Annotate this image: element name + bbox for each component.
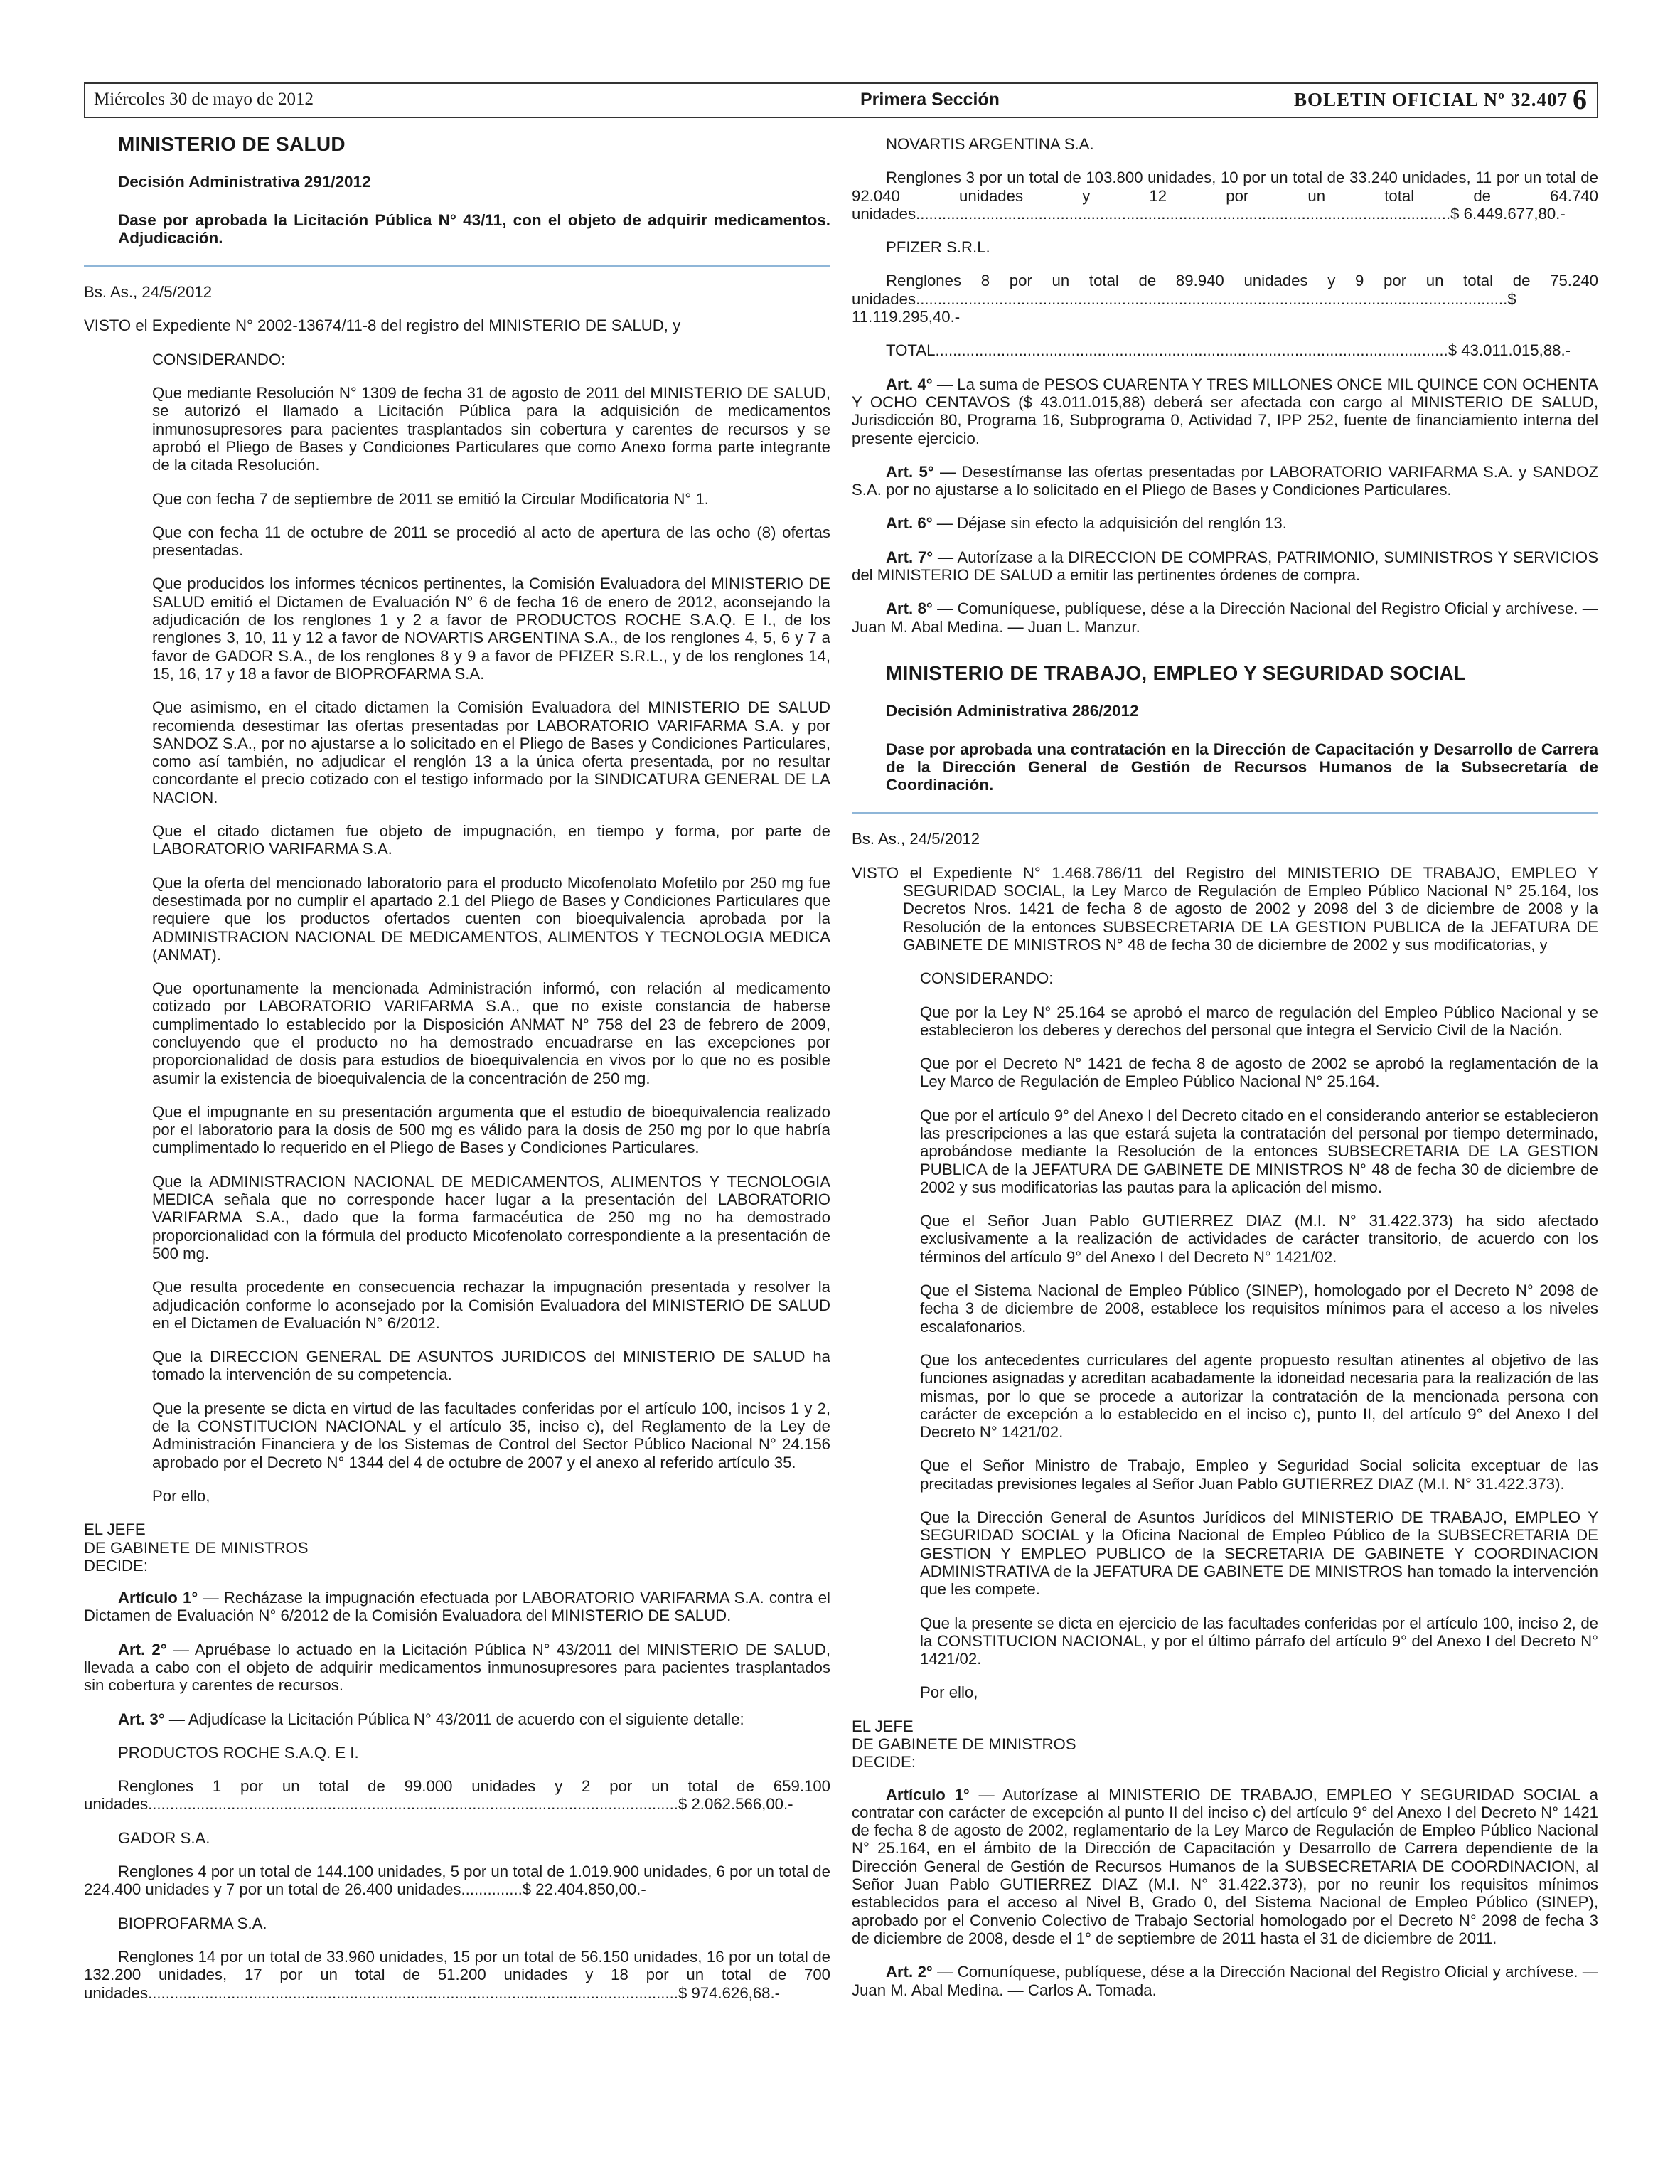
article-label: Art. 7° [886,548,933,566]
place-date: Bs. As., 24/5/2012 [852,830,980,848]
considerando-paragraph: Que la ADMINISTRACION NACIONAL DE MEDICAMENTOS, ALIMENTOS Y TECNOLOGIA MEDICA señala que no corresponde hacer lugar a la presentación del LABORATORIO VARIFARMA S.A., dado que la forma farmacéutica de 250 mg no ha demostrado proporcionalidad con la fórmula del producto Micofenolato correspondiente a la presentación de 500 mg. [152,1172,830,1262]
article-8: Art. 8° — Comuníquese, publíquese, dése a la Dirección Nacional del Registro Oficial y archívese. — Juan M. Abal Medina. — Juan L. Manzur. [852,600,1598,636]
considerando-paragraph: Que los antecedentes curriculares del agente propuesto resultan atinentes al objetivo de las funciones asignadas y acreditan acabadamente la idoneidad necesaria para la realización de las mismas, por lo que se procede a autorizar la contratación de la mencionada persona con carácter de excepción a lo establecido en el inciso c), punto II, del artículo 9° del Anexo I del Decreto N° 1421/02. [920,1351,1598,1442]
considerando-paragraph: Que por el Decreto N° 1421 de fecha 8 de agosto de 2002 se aprobó la reglamentación de la Ley Marco de Regulación de Empleo Público Nacional N° 25.164. [920,1055,1598,1091]
decision-summary: Dase por aprobada la Licitación Pública N° 43/11, con el objeto de adquirir medicamentos. Adjudicación. [118,211,830,247]
vendor-name: GADOR S.A. [118,1828,210,1847]
considerando-paragraph: Que por el artículo 9° del Anexo I del Decreto citado en el considerando anterior se establecieron las prescripciones a las que estará sujeta la contratación del personal por tiempo determinado, aprobándose mediante la Resolución de la entonces SUBSECRETARIA DE LA GESTION PUBLICA de la JEFATURA DE GABINETE DE MINISTROS N° 48 de fecha 30 de diciembre de 2002 y sus modificatorias las pautas para la aplicación del mismo. [920,1106,1598,1196]
decide-line: EL JEFE [84,1520,146,1539]
article-label: Artículo 1° [118,1589,198,1607]
considerando-paragraph: Que el citado dictamen fue objeto de impugnación, en tiempo y forma, por parte de LABORATORIO VARIFARMA S.A. [152,822,830,858]
visto-paragraph: VISTO el Expediente N° 1.468.786/11 del Registro del MINISTERIO DE TRABAJO, EMPLEO Y SEGURIDAD SOCIAL, la Ley Marco de Regulación de Empleo Público Nacional N° 25.164, los Decretos Nros. 1421 de fecha 8 de agosto de 2002 y 2098 del 3 de diciembre de 2008 y la Resolución de la entonces SUBSECRETARIA DE LA GESTION PUBLICA de la JEFATURA DE GABINETE DE MINISTROS N° 48 de fecha 30 de diciembre de 2002 y sus modificatorias, y [852,863,1598,954]
page-number: 6 [1573,83,1587,115]
considerando-paragraph: Que resulta procedente en consecuencia rechazar la impugnación presentada y resolver la adjudicación conforme lo aconsejado por la Comisión Evaluadora del MINISTERIO DE SALUD en el Dictamen de Evaluación N° 6/2012. [152,1278,830,1332]
considerando-paragraph: Que el Señor Juan Pablo GUTIERREZ DIAZ (M.I. N° 31.422.373) ha sido afectado exclusivamente a la realización de actividades de carácter transitorio, de acuerdo con los términos del artículo 9° del Anexo I del Decreto N° 1421/02. [920,1212,1598,1266]
por-ello: Por ello, [152,1486,210,1505]
decide-line: DECIDE: [84,1556,148,1575]
vendor-name: NOVARTIS ARGENTINA S.A. [886,135,1094,153]
header-section: Primera Sección [860,90,1000,110]
article-6: Art. 6° — Déjase sin efecto la adquisición del renglón 13. [886,514,1287,533]
right-column [852,135,1598,2015]
considerando-label: CONSIDERANDO: [152,350,286,368]
decide-line: DECIDE: [852,1753,916,1772]
total-line: TOTAL.....................................................................................................................$ 43.011.015,88.- [886,341,1571,360]
decide-line: DE GABINETE DE MINISTROS [852,1735,1076,1753]
considerando-paragraph: Que con fecha 11 de octubre de 2011 se procedió al acto de apertura de las ocho (8) ofertas presentadas. [152,523,830,560]
considerando-paragraph: Que mediante Resolución N° 1309 de fecha 31 de agosto de 2011 del MINISTERIO DE SALUD, se autorizó el llamado a Licitación Pública para la adquisición de medicamentos inmunosupresores para pacientes trasplantados sin cobertura y carentes de recursos y se aprobó el Pliego de Bases y Condiciones Particulares que como Anexo forma parte integrante de la citada Resolución. [152,384,830,474]
considerando-paragraph: Que asimismo, en el citado dictamen la Comisión Evaluadora del MINISTERIO DE SALUD recomienda desestimar las ofertas presentadas por LABORATORIO VARIFARMA S.A. y por SANDOZ S.A., por no ajustarse a lo solicitado en el Pliego de Bases y Condiciones Particulares, como así también, no adjudicar el renglón 13 a la única oferta presentada, por no resultar concordante el precio cotizado con el testigo informado por la SINDICATURA GENERAL DE LA NACION. [152,698,830,806]
considerando-paragraph: Que por la Ley N° 25.164 se aprobó el marco de regulación del Empleo Público Nacional y se establecieron los deberes y derechos del personal que integra el Servicio Civil de la Nación. [920,1003,1598,1039]
decide-line: EL JEFE [852,1717,914,1735]
considerando-paragraph: Que la oferta del mencionado laboratorio para el producto Micofenolato Mofetilo por 250 mg fue desestimada por no cumplir el apartado 2.1 del Pliego de Bases y Condiciones Particulares que requiere que los productos ofertados cuenten con bioequivalencia aprobada por la ADMINISTRACION NACIONAL DE MEDICAMENTOS, ALIMENTOS Y TECNOLOGIA MEDICA (ANMAT). [152,873,830,964]
article-label: Art. 4° [886,375,933,393]
ministry-heading: MINISTERIO DE TRABAJO, EMPLEO Y SEGURIDAD SOCIAL [886,661,1467,684]
considerando-paragraph: Que la presente se dicta en ejercicio de las facultades conferidas por el artículo 100, inciso 2, de la CONSTITUCION NACIONAL, y por el último párrafo del artículo 9° del Anexo I del Decreto N° 1421/02. [920,1614,1598,1668]
award-line: Renglones 1 por un total de 99.000 unidades y 2 por un total de 659.100 unidades.........................................................................................................................$ 2.062.566,00.- [84,1777,830,1813]
left-column [84,135,830,2018]
award-line: Renglones 14 por un total de 33.960 unidades, 15 por un total de 56.150 unidades, 16 por un total de 132.200 unidades, 17 por un total de 51.200 unidades y 18 por un total de 700 unidades.........................................................................................................................$ 974.626,68.- [84,1947,830,2002]
article-label: Art. 8° [886,600,933,618]
considerando-paragraph: Que la presente se dicta en virtud de las facultades conferidas por el artículo 100, incisos 1 y 2, de la CONSTITUCION NACIONAL y el artículo 35, inciso c), del Reglamento de la Ley de Administración Financiera y de los Sistemas de Control del Sector Público Nacional N° 24.156 aprobado por el Decreto N° 1344 del 4 de octubre de 2007 y el anexo al referido artículo 35. [152,1399,830,1471]
place-date: Bs. As., 24/5/2012 [84,283,213,302]
considerando-paragraph: Que la DIRECCION GENERAL DE ASUNTOS JURIDICOS del MINISTERIO DE SALUD ha tomado la intervención de su competencia. [152,1348,830,1384]
considerando-paragraph: Que la Dirección General de Asuntos Jurídicos del MINISTERIO DE TRABAJO, EMPLEO Y SEGURIDAD SOCIAL y la Oficina Nacional de Empleo Público de la SUBSECRETARIA DE GESTION Y EMPLEO PUBLICO de la SECRETARIA DE GABINETE Y COORDINACION ADMINISTRATIVA de la JEFATURA DE GABINETE DE MINISTROS han tomado la intervención que les compete. [920,1508,1598,1599]
considerando-label: CONSIDERANDO: [920,969,1054,988]
article-label: Art. 6° [886,514,933,533]
decide-block [84,1520,830,1575]
article-label: Art. 5° [886,462,934,481]
award-line: Renglones 8 por un total de 89.940 unidades y 9 por un total de 75.240 unidades.......................................................................................................................................$ 11.119.295,40.- [852,272,1598,326]
article-label: Artículo 1° [886,1785,970,1804]
header-bulletin: BOLETIN OFICIAL Nº 32.407 [1294,89,1568,110]
page-header [84,82,1598,118]
vendor-name: PFIZER S.R.L. [886,238,990,257]
por-ello: Por ello, [920,1683,978,1702]
considerando-paragraph: Que el Sistema Nacional de Empleo Público (SINEP), homologado por el Decreto N° 2098 de fecha 3 de diciembre de 2008, establece los requisitos mínimos para el acceso a los niveles escalafonarios. [920,1282,1598,1336]
section-divider [852,812,1598,814]
considerando-paragraph: Que con fecha 7 de septiembre de 2011 se emitió la Circular Modificatoria N° 1. [152,489,709,508]
vendor-name: PRODUCTOS ROCHE S.A.Q. E I. [118,1743,359,1762]
decision-summary: Dase por aprobada una contratación en la Dirección de Capacitación y Desarrollo de Carrera de la Dirección General de Gestión de Recursos Humanos de la Subsecretaría de Coordinación. [886,740,1598,794]
article-5: Art. 5° — Desestímanse las ofertas presentadas por LABORATORIO VARIFARMA S.A. y SANDOZ S.A. por no ajustarse a lo solicitado en el Pliego de Bases y Condiciones Particulares. [852,462,1598,499]
ministry-heading: MINISTERIO DE SALUD [118,133,346,155]
considerando-paragraph: Que producidos los informes técnicos pertinentes, la Comisión Evaluadora del MINISTERIO DE SALUD emitió el Dictamen de Evaluación N° 6 de fecha 16 de enero de 2012, aconsejando la adjudicación de los renglones 1 y 2 a favor de PRODUCTOS ROCHE S.A.Q. E I., de los renglones 3, 10, 11 y 12 a favor de NOVARTIS ARGENTINA S.A., de los renglones 4, 5, 6 y 7 a favor de GADOR S.A., de los renglones 8 y 9 a favor de PFIZER S.R.L., y de los renglones 14, 15, 16, 17 y 18 a favor de BIOPROFARMA S.A. [152,575,830,683]
article-2: Art. 2° — Comuníquese, publíquese, dése a la Dirección Nacional del Registro Oficial y archívese. — Juan M. Abal Medina. — Carlos A. Tomada. [852,1963,1598,1999]
considerando-paragraph: Que el impugnante en su presentación argumenta que el estudio de bioequivalencia realizado por el laboratorio para la dosis de 500 mg es válido para la dosis de 250 mg por lo que habría cumplimentado lo requerido en el Pliego de Bases y Condiciones Particulares. [152,1102,830,1157]
award-line: Renglones 4 por un total de 144.100 unidades, 5 por un total de 1.019.900 unidades, 6 por un total de 224.400 unidades y 7 por un total de 26.400 unidades..............$ 22.404.850,00.- [84,1863,830,1899]
article-4: Art. 4° — La suma de PESOS CUARENTA Y TRES MILLONES ONCE MIL QUINCE CON OCHENTA Y OCHO CENTAVOS ($ 43.011.015,88) deberá ser afectada con cargo al MINISTERIO DE SALUD, Jurisdicción 80, Programa 16, Subprograma 0, Actividad 7, IPP 252, fuente de financiamiento interna del presente ejercicio. [852,375,1598,447]
considerando-paragraph: Que el Señor Ministro de Trabajo, Empleo y Seguridad Social solicita exceptuar de las precitadas previsiones legales al Señor Juan Pablo GUTIERREZ DIAZ (M.I. N° 31.422.373). [920,1456,1598,1493]
visto-paragraph: VISTO el Expediente N° 2002-13674/11-8 del registro del MINISTERIO DE SALUD, y [84,316,681,335]
article-7: Art. 7° — Autorízase a la DIRECCION DE COMPRAS, PATRIMONIO, SUMINISTROS Y SERVICIOS del MINISTERIO DE SALUD a emitir las pertinentes órdenes de compra. [852,548,1598,585]
decision-title: Decisión Administrativa 286/2012 [886,702,1139,720]
article-1: Artículo 1° — Recházase la impugnación efectuada por LABORATORIO VARIFARMA S.A. contra el Dictamen de Evaluación N° 6/2012 de la Comisión Evaluadora del MINISTERIO DE SALUD. [84,1589,830,1625]
article-2: Art. 2° — Apruébase lo actuado en la Licitación Pública N° 43/2011 del MINISTERIO DE SALUD, llevada a cabo con el objeto de adquirir medicamentos inmunosupresores para pacientes trasplantados sin cobertura y carentes de recursos. [84,1640,830,1695]
vendor-name: BIOPROFARMA S.A. [118,1914,267,1932]
considerando-paragraph: Que oportunamente la mencionada Administración informó, con relación al medicamento cotizado por LABORATORIO VARIFARMA S.A., que no existe constancia de haberse cumplimentado lo establecido por la Disposición ANMAT N° 758 del 23 de febrero de 2009, concluyendo que el producto no ha demostrado encuadrarse en las excepciones por proporcionalidad de dosis para estudios de bioequivalencia en vivos por lo que no es posible asumir la existencia de bioequivalencia de la concentración de 250 mg. [152,979,830,1087]
section-divider [84,265,830,267]
decide-line: DE GABINETE DE MINISTROS [84,1538,309,1557]
article-3: Art. 3° — Adjudícase la Licitación Pública N° 43/2011 de acuerdo con el siguiente detalle: [118,1710,744,1728]
article-label: Art. 2° [118,1640,167,1658]
award-line: Renglones 3 por un total de 103.800 unidades, 10 por un total de 33.240 unidades, 11 por un total de 92.040 unidades y 12 por un total de 64.740 unidades..........................................................................................................................$ 6.449.677,80.- [852,169,1598,223]
decision-title: Decisión Administrativa 291/2012 [118,173,371,191]
article-label: Art. 2° [886,1963,933,1981]
article-1: Artículo 1° — Autorízase al MINISTERIO DE TRABAJO, EMPLEO Y SEGURIDAD SOCIAL a contratar con carácter de excepción al punto II del inciso c) del artículo 9° del Anexo I del Decreto N° 1421 de fecha 8 de agosto de 2002, reglamentario de la Ley Marco de Regulación de Empleo Público Nacional N° 25.164, en el ámbito de la Dirección de Capacitación y Desarrollo de Carrera dependiente de la Dirección General de Gestión de Recursos Humanos de la SUBSECRETARIA DE COORDINACION, al Señor Juan Pablo GUTIERREZ DIAZ (M.I. N° 31.422.373), por no reunir los requisitos mínimos establecidos para el acceso al Nivel B, Grado 0, del Sistema Nacional de Empleo Público (SINEP), aprobado por el Convenio Colectivo de Trabajo Sectorial homologado por el Decreto N° 2098 de fecha 3 de diciembre de 2008, desde el 1° de septiembre de 2011 hasta el 31 de diciembre de 2011. [852,1785,1598,1947]
article-label: Art. 3° [118,1710,165,1728]
decide-block [852,1717,1598,1772]
header-date: Miércoles 30 de mayo de 2012 [94,90,314,109]
